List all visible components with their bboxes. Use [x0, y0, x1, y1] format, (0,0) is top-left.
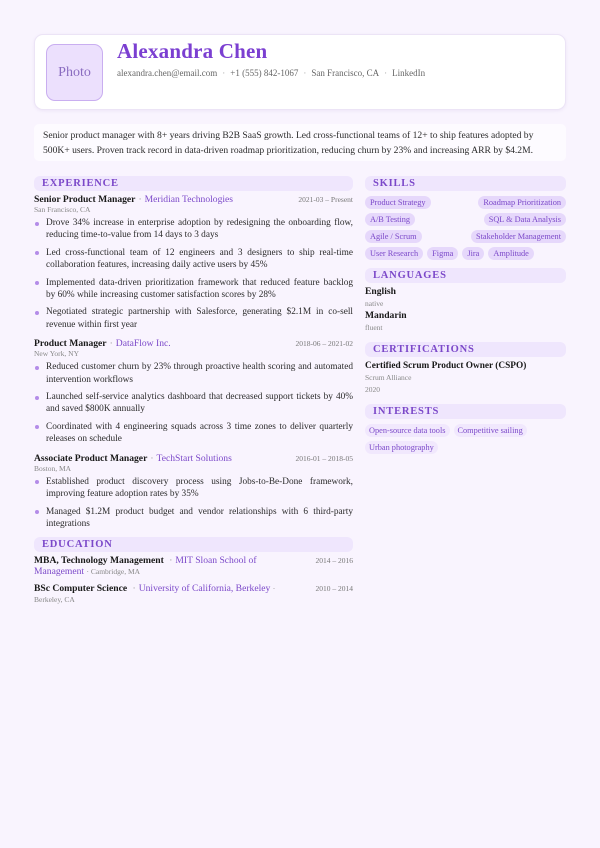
skill-chip: Agile / Scrum — [365, 230, 422, 243]
job-date: 2018-06 – 2021-02 — [295, 339, 353, 349]
photo-label: Photo — [58, 64, 91, 80]
bullet-item: Launched self-service analytics dashboard that decreased support tickets by 40% and saved $800K annually — [34, 391, 353, 416]
section-heading-education: EDUCATION — [34, 537, 353, 552]
skill-chip: Figma — [427, 247, 458, 260]
language-level: fluent — [365, 323, 383, 332]
interests-list — [365, 422, 566, 454]
job-header — [34, 194, 353, 205]
school-name: University of California, Berkeley — [138, 583, 271, 595]
job-bullets — [34, 476, 353, 531]
job-title: Associate Product Manager — [34, 452, 148, 464]
bullet-item: Negotiated strategic partnership with Salesforce, generating $2.1M in co-sell revenue within first year — [34, 306, 353, 331]
contact-line — [117, 68, 425, 78]
language-level: native — [365, 299, 384, 308]
languages-list — [365, 286, 566, 334]
company-name: Meridian Technologies — [144, 194, 234, 205]
separator: · — [222, 68, 226, 78]
interest-chip: Urban photography — [365, 441, 438, 454]
job-header — [34, 338, 353, 349]
separator: · — [169, 555, 173, 567]
school-location: · Cambridge, MA — [86, 567, 141, 577]
left-column — [34, 176, 353, 611]
separator: · — [132, 583, 136, 595]
education-entry — [34, 583, 353, 605]
skill-chip: Jira — [462, 247, 484, 260]
job-date: 2021-03 – Present — [298, 195, 353, 204]
right-column — [365, 176, 566, 460]
skill-chip: User Research — [365, 247, 423, 260]
header-card — [34, 34, 566, 110]
skill-chip: Stakeholder Management — [471, 230, 566, 243]
bullet-item: Drove 34% increase in enterprise adoption by redesigning the onboarding flow, reducing time-to-value from 14 days to 3 days — [34, 217, 353, 242]
contact-location: San Francisco, CA — [311, 68, 380, 78]
certification-year: 2020 — [365, 385, 380, 394]
education-entry — [34, 555, 353, 577]
skill-chip: Amplitude — [488, 247, 534, 260]
education-date: 2010 – 2014 — [315, 584, 353, 594]
school-location: · Berkeley, CA — [34, 584, 276, 605]
certification-name: Certified Scrum Product Owner (CSPO) — [365, 361, 527, 371]
bullet-item: Managed $1.2M product budget and vendor relationships with 6 third-party integrations — [34, 506, 353, 531]
bullet-item: Led cross-functional team of 12 engineers and 3 designers to ship real-time collaboration features, increasing daily active users by 45% — [34, 247, 353, 272]
separator: · — [138, 194, 142, 205]
bullet-item: Coordinated with 4 engineering squads across 3 time zones to deliver quarterly releases on schedule — [34, 421, 353, 446]
skills-row — [365, 196, 566, 209]
section-heading-skills: SKILLS — [365, 176, 566, 191]
job-location: Boston, MA — [34, 463, 72, 473]
skill-chip: A/B Testing — [365, 213, 415, 226]
education-date: 2014 – 2016 — [315, 556, 353, 566]
job-entry — [34, 194, 353, 331]
certification-issuer: Scrum Alliance — [365, 373, 412, 382]
job-location: New York, NY — [34, 349, 80, 359]
degree: MBA, Technology Management — [34, 555, 164, 567]
education-header — [34, 583, 353, 605]
skill-chip: Product Strategy — [365, 196, 431, 209]
summary: Senior product manager with 8+ years driving B2B SaaS growth. Led cross-functional teams of 12+ to ship features adopted by 500K+ users. Proven track record in data-driven roadmap prioritization, reducing churn by 23% and increasing ARR by $4.2M. — [34, 124, 566, 161]
language-name: Mandarin — [365, 310, 407, 321]
section-heading-interests: INTERESTS — [365, 404, 566, 419]
job-bullets — [34, 217, 353, 331]
degree: BSc Computer Science — [34, 583, 128, 595]
language-name: English — [365, 286, 396, 297]
company-name: DataFlow Inc. — [115, 338, 171, 350]
separator: · — [303, 68, 307, 78]
candidate-name: Alexandra Chen — [117, 39, 268, 63]
skills-list — [365, 194, 566, 260]
education-header — [34, 555, 353, 577]
contact-linkedin[interactable]: LinkedIn — [392, 68, 426, 78]
contact-email[interactable]: alexandra.chen@email.com — [117, 68, 218, 78]
separator: · — [109, 338, 113, 350]
job-entry — [34, 453, 353, 531]
separator: · — [150, 452, 154, 464]
job-location: San Francisco, CA — [34, 205, 91, 214]
section-heading-certifications: CERTIFICATIONS — [365, 342, 566, 357]
job-date: 2016-01 – 2018-05 — [295, 453, 353, 463]
skills-row — [365, 247, 566, 260]
job-bullets — [34, 361, 353, 445]
section-heading-experience: EXPERIENCE — [34, 176, 353, 191]
school-name: MIT Sloan School of Management — [34, 555, 257, 578]
job-title: Senior Product Manager — [34, 194, 136, 205]
skills-row — [365, 213, 566, 226]
interest-chip: Open-source data tools — [365, 424, 450, 437]
separator: · — [384, 68, 388, 78]
skill-chip: Roadmap Prioritization — [478, 196, 566, 209]
contact-phone[interactable]: +1 (555) 842-1067 — [230, 68, 299, 78]
bullet-item: Established product discovery process using Jobs-to-Be-Done framework, improving feature adoption rates by 35% — [34, 476, 353, 501]
job-header — [34, 453, 353, 464]
job-title: Product Manager — [34, 338, 107, 350]
bullet-item: Reduced customer churn by 23% through proactive health scoring and automated intervention workflows — [34, 361, 353, 386]
interest-chip: Competitive sailing — [454, 424, 527, 437]
section-heading-languages: LANGUAGES — [365, 268, 566, 283]
job-entry — [34, 338, 353, 445]
skill-chip: SQL & Data Analysis — [484, 213, 566, 226]
profile-photo-placeholder — [46, 44, 103, 101]
certification-entry — [365, 360, 566, 396]
bullet-item: Implemented data-driven prioritization framework that reduced feature backlog by 60% while increasing customer satisfaction scores by 28% — [34, 277, 353, 302]
skills-row — [365, 230, 566, 243]
company-name: TechStart Solutions — [156, 452, 232, 464]
